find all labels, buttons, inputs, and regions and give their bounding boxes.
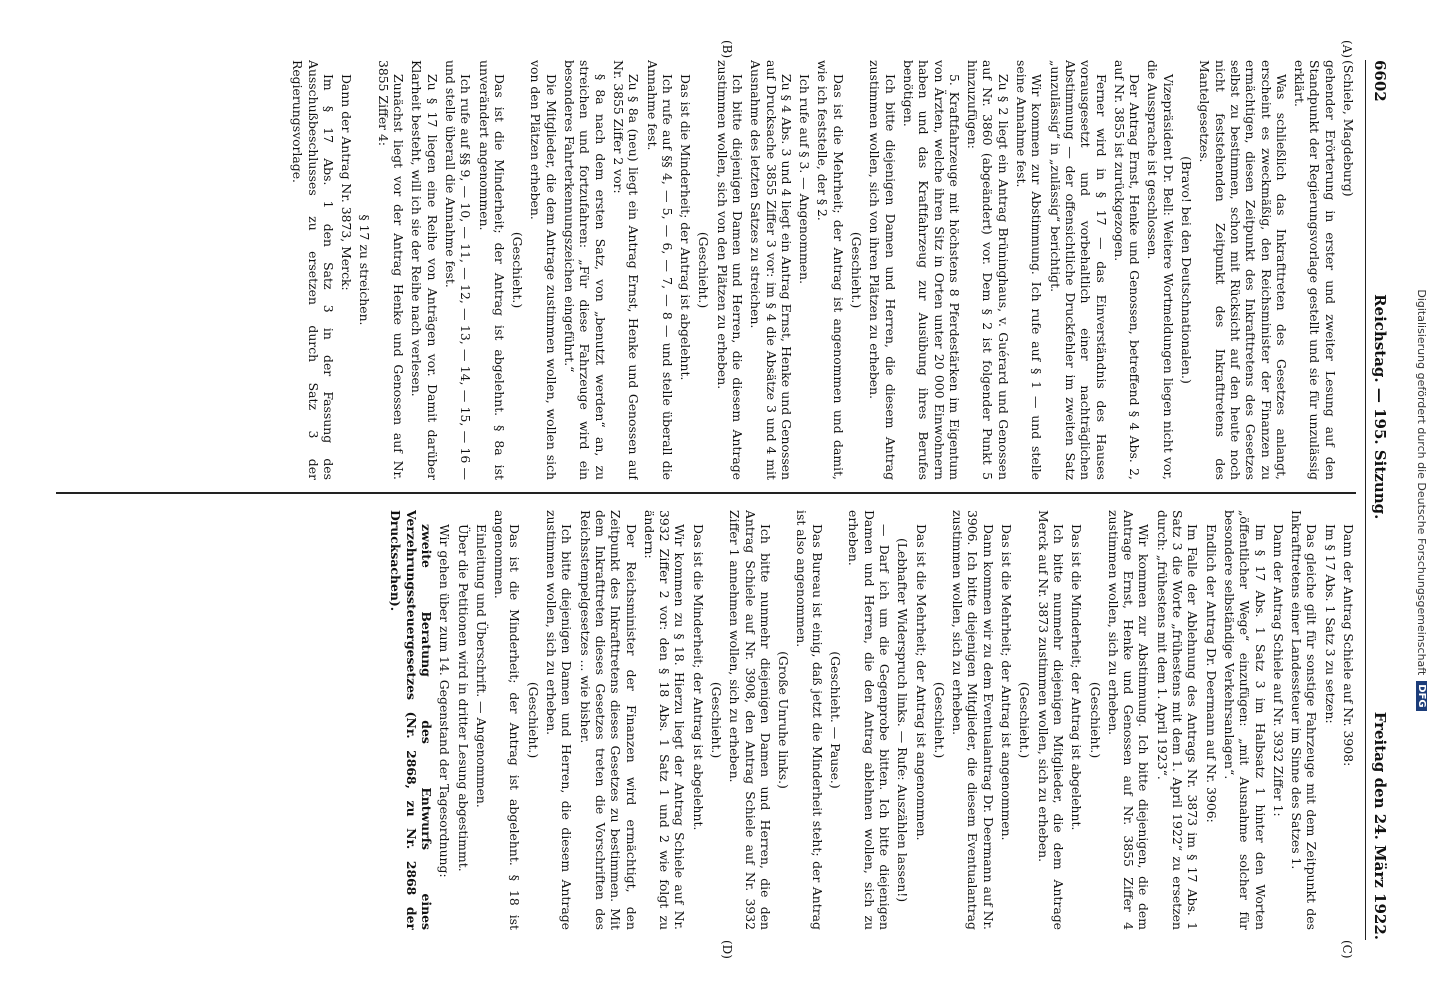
paragraph: zweite Beratung des Entwurfs eines Verzehrungssteuergesetzes (Nr. 2868, zu Nr. 2868 der Drucksachen). bbox=[388, 510, 434, 930]
paragraph: Ich rufe auf § 3. — Angenommen. bbox=[797, 74, 813, 285]
right-column bbox=[56, 510, 1356, 930]
paragraph: Das ist die Minderheit; der Antrag ist abgelehnt. bbox=[678, 74, 694, 381]
paragraph: Ich bitte diejenigen Damen und Herren, die diesem Antrage zustimmen wollen, sich von den Plätzen zu erheben. bbox=[714, 60, 746, 480]
paragraph: Einleitung und Überschrift. — Angenommen. bbox=[473, 524, 489, 808]
paragraph: Im § 17 Abs. 1 Satz 3 zu setzen: bbox=[1322, 524, 1338, 724]
paragraph: Vizepräsident Dr. Bell: Weitere Wortmeldungen liegen nicht vor, die Aussprache ist geschlossen. bbox=[1145, 60, 1176, 480]
margin-mark-a: (A) bbox=[1340, 40, 1354, 59]
paragraph: (Geschieht.) bbox=[1017, 681, 1033, 759]
paragraph: Das ist die Minderheit; der Antrag ist abgelehnt. § 18 ist angenommen. bbox=[492, 510, 523, 930]
paragraph: (Geschieht.) bbox=[510, 231, 526, 309]
paragraph: (Lebhafter Widerspruch links. — Rufe: Auszählen lassen!) bbox=[895, 537, 911, 903]
page-header bbox=[1365, 60, 1394, 940]
credit-text: Digitalisierung gefördert durch die Deutsche Forschungsgemeinschaft bbox=[1415, 289, 1429, 676]
paragraph: Endlich der Antrag Dr. Deermann auf Nr. 3906: bbox=[1203, 524, 1219, 823]
paragraph: (Geschieht.) bbox=[849, 231, 865, 309]
paragraph: Dann der Antrag Schiele auf Nr. 3932 Ziffer 1: bbox=[1270, 524, 1286, 817]
paragraph: Ich bitte diejenigen Damen und Herren, die diesem Antrag zustimmen wollen, sich von ihren Plätzen zu erheben. bbox=[867, 60, 898, 480]
paragraph: Zu § 4 Abs. 3 und 4 liegt ein Antrag Ernst, Henke und Genossen auf Drucksache 3855 Ziffer 3 vor: im § 4 die Absätze 3 und 4 mit Ausnahme des letzten Satzes zu streichen. bbox=[748, 60, 794, 480]
paragraph: Das gleiche gilt für sonstige Fahrzeuge mit dem Zeitpunkt des Inkrafttretens einer Landessteuer im Sinne des Satzes 1. bbox=[1289, 510, 1320, 930]
paragraph: Ich rufe auf §§ 9, — 10, — 11, — 12, — 13, — 14, — 15, — 16 — und stelle überall die Annahme fest. bbox=[442, 60, 474, 480]
paragraph: Das ist die Minderheit; der Antrag ist abgelehnt. bbox=[690, 524, 706, 831]
header-date: Freitag den 24. März 1922. bbox=[1371, 711, 1389, 940]
paragraph: Zunächst liegt vor der Antrag Henke und Genossen auf Nr. 3855 Ziffer 4: bbox=[375, 60, 407, 480]
paragraph: Ferner wird in § 17 — das Einverständnis des Hauses vorausgesetzt und vorbehaltlich einer nachträglichen Abstimmung — der offensichtliche Druckfehler im zweiten Satz „unzulässig“ in „zulässig“ berichtigt. bbox=[1047, 60, 1109, 480]
paragraph: Zu § 8a (neu) liegt ein Antrag Ernst, Henke und Genossen auf Nr. 3855 Ziffer 2 vor: bbox=[610, 60, 642, 480]
left-column bbox=[56, 60, 1356, 480]
paragraph: Das ist die Mehrheit; der Antrag ist angenommen. bbox=[913, 524, 929, 841]
paragraph: Was schließlich das Inkrafttreten des Gesetzes anlangt, erscheint es zweckmäßig, den Reichsminister der Finanzen zu ermächtigen, diesen Zeitpunkt des Inkrafttretens des Gesetzes selbst zu bestimmen, schon mit Rücksicht auf den heute noch nicht feststehenden Zeitpunkt des Inkrafttretens des Mantelgesetzes. bbox=[1197, 60, 1289, 480]
page-number: 6602 bbox=[1371, 60, 1389, 102]
paragraph: gehender Erörterung in erster und zweiter Lesung auf den Standpunkt der Regierungsvorlage gestellt und sie für unzulässig erklärt. bbox=[1292, 60, 1338, 480]
paragraph: Das ist die Mehrheit; der Antrag ist angenommen und damit, wie ich feststelle, der § 2. bbox=[815, 60, 846, 480]
digitization-credit bbox=[1410, 0, 1434, 1000]
column-divider bbox=[56, 492, 1356, 494]
paragraph: Zu § 2 liegt ein Antrag Brüninghaus, v. Guérard und Genossen auf Nr. 3860 (abgeändert) vor. Dem § 2 ist folgender Punkt 5 hinzuzufügen: bbox=[965, 60, 1011, 480]
paragraph: Zu § 17 liegen eine Reihe von Anträgen vor. Damit darüber Klarheit besteht, will ich sie der Reihe nach verlesen. bbox=[409, 60, 440, 480]
paragraph: (Geschieht.) bbox=[1087, 681, 1103, 759]
paragraph: (Geschieht.) bbox=[525, 681, 541, 759]
paragraph: (Geschieht. — Pause.) bbox=[828, 651, 844, 789]
paragraph: Wir kommen zur Abstimmung. Ich bitte diejenigen, die dem Antrage Ernst, Henke und Genossen auf Nr. 3855 Ziffer 4 zustimmen wollen, sich zu erheben. bbox=[1105, 510, 1152, 930]
paragraph: § 17 zu streichen. bbox=[357, 214, 373, 326]
paragraph: (Bravo! bei den Deutschnationalen.) bbox=[1179, 156, 1195, 384]
margin-mark-c: (C) bbox=[1340, 940, 1354, 959]
paragraph: Das ist die Minderheit; der Antrag ist abgelehnt. § 8a ist unverändert angenommen. bbox=[476, 60, 507, 480]
paragraph: — Darf ich um die Gegenprobe bitten. Ich bitte diejenigen Damen und Herren, die den Antrag ablehnen wollen, sich zu erheben. bbox=[846, 510, 892, 930]
paragraph: Der Reichsminister der Finanzen wird ermächtigt, den Zeitpunkt des Inkrafttretens dieses Gesetzes zu bestimmen. Mit dem Inkrafttreten dieses Gesetzes treten die Vorschriften des Reichsstempelgesetzes ... wie bisher. bbox=[577, 510, 639, 930]
paragraph: Die Mitglieder, die dem Antrage zustimmen wollen, wollen sich von den Plätzen erheben. bbox=[528, 60, 559, 480]
paragraph: Über die Petitionen wird in dritter Lesung abgestimmt. bbox=[455, 524, 471, 872]
paragraph: Ich rufe auf §§ 4, — 5, — 6, — 7, — 8 — und stelle überall die Annahme fest. bbox=[644, 60, 675, 480]
paragraph: Wir gehen über zum 14. Gegenstand der Tagesordnung: bbox=[437, 524, 453, 878]
paragraph: Dann der Antrag Schiele auf Nr. 3908: bbox=[1341, 524, 1356, 767]
paragraph: (Geschieht.) bbox=[696, 231, 712, 309]
paragraph: Das ist die Minderheit; der Antrag ist abgelehnt. bbox=[1069, 524, 1085, 831]
paragraph: Dann der Antrag Nr. 3873, Merck: bbox=[339, 74, 355, 291]
margin-mark-d: (D) bbox=[720, 940, 734, 959]
paragraph: Ich bitte nunmehr diejenigen Damen und Herren, die den Antrag Schiele auf Nr. 3908, den Antrag Schiele auf Nr. 3932 Ziffer 1 annehmen wollen, sich zu erheben. bbox=[727, 510, 773, 930]
paragraph: § 8a nach dem ersten Satz, von „benutzt werden“ an, zu streichen und fortzufahren: „Für diese Fahrzeuge wird ein besonderes Fahrterkennungszeichen eingeführt.“ bbox=[562, 60, 608, 480]
paragraph: Wir kommen zur Abstimmung. Ich rufe auf § 1 — und stelle seine Annahme fest. bbox=[1014, 60, 1045, 480]
header-center: Reichstag. — 195. Sitzung. bbox=[1371, 294, 1389, 520]
paragraph: 5. Kraftfahrzeuge mit höchstens 8 Pferdestärken im Eigentum von Ärzten, welche ihren Sitz in Orten unter 20 000 Einwohnern haben und das Kraftfahrzeug zur Ausübung ihres Berufes benötigen. bbox=[900, 60, 962, 480]
paragraph: (Schiele, Magdeburg) bbox=[1341, 60, 1356, 197]
paragraph: Das ist die Mehrheit; der Antrag ist angenommen. bbox=[999, 524, 1015, 841]
paragraph: Wir kommen zu § 18. Hierzu liegt der Antrag Schiele auf Nr. 3932 Ziffer 2 vor: den § 18 Abs. 1 Satz 1 und 2 wie folgt zu ändern: bbox=[641, 510, 688, 930]
paragraph: Ich bitte nunmehr diejenigen Mitglieder, die dem Antrage Merck auf Nr. 3873 zustimmen wollen, sich zu erheben. bbox=[1035, 510, 1066, 930]
paragraph: Dann kommen wir zu dem Eventualantrag Dr. Deermann auf Nr. 3906. Ich bitte diejenigen Mitglieder, die diesem Eventualantrag zustimmen wollen, sich zu erheben. bbox=[950, 510, 996, 930]
paragraph: Im § 17 Abs. 1 den Satz 3 in der Fassung des Ausschußbeschlusses zu ersetzen durch Satz 3 der Regierungsvorlage. bbox=[290, 60, 336, 480]
paragraph: (Geschieht.) bbox=[709, 681, 725, 759]
paragraph: Im § 17 Abs. 1 Satz 3 im Halbsatz 1 hinter den Worten „öffentlicher Wege“ einzufügen: „mit Ausnahme solcher für besondere selbständige Verkehrsanlagen“. bbox=[1221, 510, 1268, 930]
paragraph: Das Bureau ist einig, daß jetzt die Minderheit steht; der Antrag ist also angenommen. bbox=[794, 510, 825, 930]
paragraph: Der Antrag Ernst, Henke und Genossen, betreffend § 4 Abs. 2, auf Nr. 3855 ist zurückgezogen. bbox=[1111, 60, 1143, 480]
paragraph: (Große Unruhe links.) bbox=[776, 651, 792, 789]
paragraph: Ich bitte diejenigen Damen und Herren, die diesem Antrage zustimmen wollen, sich zu erheben. bbox=[544, 510, 575, 930]
paragraph: Im Falle der Ablehnung des Antrags Nr. 3873 im § 17 Abs. 1 Satz 3 die Worte „frühestens mit dem 1. April 1922“ zu ersetzen durch: „frühestens mit dem 1. April 1923“. bbox=[1154, 510, 1201, 930]
margin-mark-b: (B) bbox=[720, 40, 734, 59]
dfg-logo-icon: DFG bbox=[1417, 681, 1428, 710]
paragraph: (Geschieht.) bbox=[931, 681, 947, 759]
